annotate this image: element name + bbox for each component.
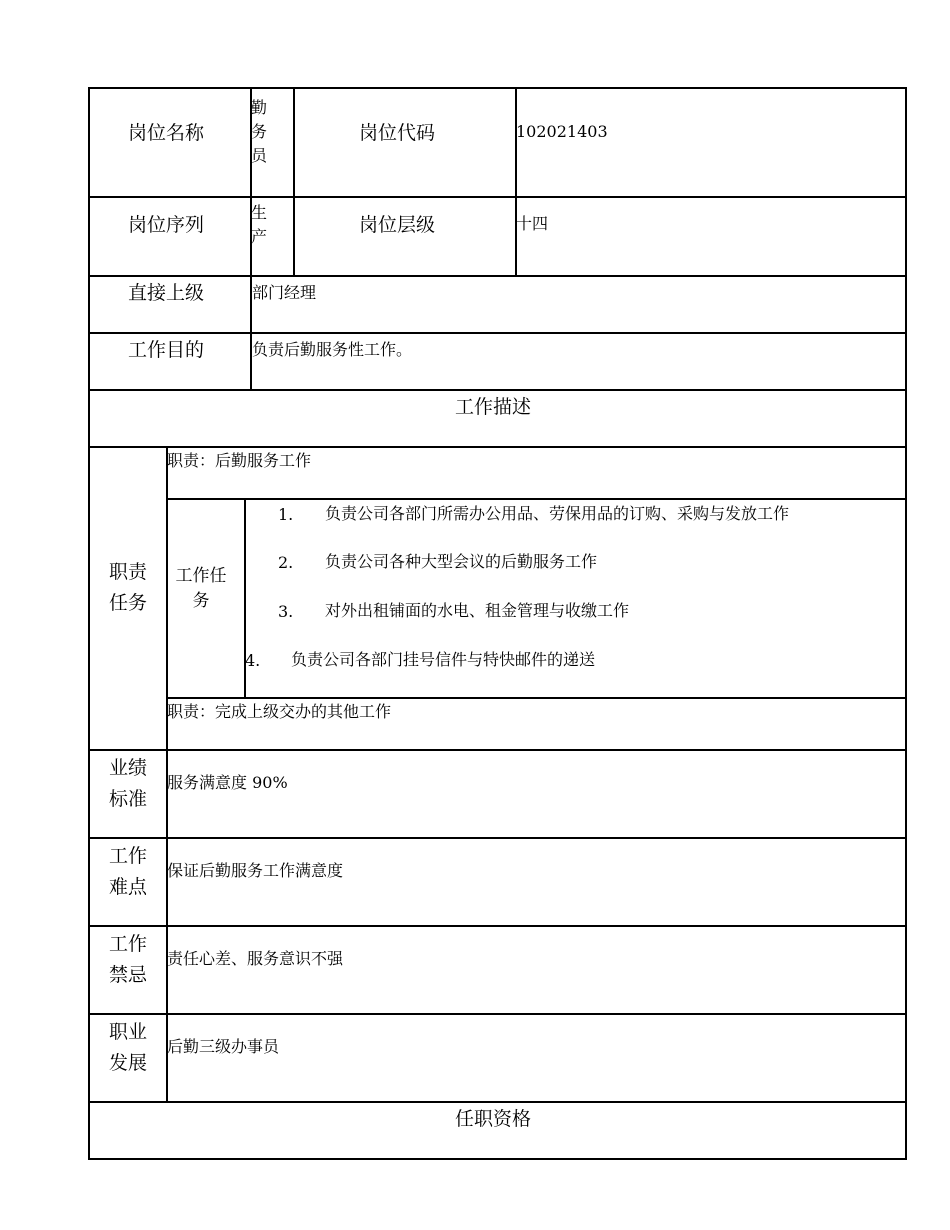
career-value: 后勤三级办事员	[167, 1037, 280, 1056]
row-divider	[88, 925, 907, 927]
duty-task-label: 职责任务	[108, 561, 147, 614]
task-1-text: 负责公司各部门所需办公用品、劳保用品的订购、采购与发放工作	[325, 504, 790, 523]
table-border-bottom	[88, 1158, 907, 1160]
superior-value: 部门经理	[252, 283, 317, 302]
career-label: 职业发展	[108, 1021, 147, 1074]
section-title-qualification: 任职资格	[455, 1108, 532, 1130]
performance-value: 服务满意度 90%	[167, 773, 288, 792]
task-4-number: 4.	[245, 651, 261, 670]
col-divider	[515, 87, 517, 275]
purpose-value: 负责后勤服务性工作。	[252, 340, 413, 359]
post-level-label: 岗位层级	[359, 214, 436, 236]
task-4-text: 负责公司各部门挂号信件与特快邮件的递送	[291, 650, 596, 669]
table-border-top	[88, 87, 907, 89]
difficulty-label: 工作难点	[108, 845, 147, 898]
row-divider	[166, 697, 907, 699]
table-border-left	[88, 87, 90, 1160]
post-name-label: 岗位名称	[128, 122, 205, 144]
difficulty-value: 保证后勤服务工作满意度	[167, 861, 344, 880]
task-3-number: 3.	[278, 602, 294, 621]
purpose-label: 工作目的	[128, 339, 205, 361]
post-code-value: 102021403	[516, 122, 608, 141]
task-1-number: 1.	[278, 505, 294, 524]
taboo-label: 工作禁忌	[108, 933, 147, 986]
row-divider	[166, 498, 907, 500]
row-divider	[88, 446, 907, 448]
job-description-table	[88, 87, 907, 1160]
performance-label: 业绩标准	[108, 757, 147, 810]
post-level-value: 十四	[516, 214, 549, 233]
post-series-label: 岗位序列	[128, 214, 205, 236]
row-divider	[88, 389, 907, 391]
row-divider	[88, 275, 907, 277]
task-3-text: 对外出租铺面的水电、租金管理与收缴工作	[325, 601, 630, 620]
row-divider	[88, 196, 907, 198]
row-divider	[88, 749, 907, 751]
col-divider	[293, 87, 295, 275]
duty-1: 职责：后勤服务工作	[167, 451, 312, 470]
row-divider	[88, 837, 907, 839]
section-title-description: 工作描述	[455, 396, 532, 418]
post-code-label: 岗位代码	[359, 122, 436, 144]
task-label: 工作任务	[175, 566, 227, 611]
table-border-right	[905, 87, 907, 1160]
row-divider	[88, 1101, 907, 1103]
taboo-value: 责任心差、服务意识不强	[167, 949, 344, 968]
task-2-text: 负责公司各种大型会议的后勤服务工作	[325, 552, 598, 571]
post-series-value: 生产	[251, 203, 268, 246]
row-divider	[88, 1013, 907, 1015]
duty-2: 职责：完成上级交办的其他工作	[167, 702, 392, 721]
superior-label: 直接上级	[128, 282, 205, 304]
task-2-number: 2.	[278, 553, 294, 572]
row-divider	[88, 332, 907, 334]
post-name-value: 勤务员	[251, 98, 268, 165]
